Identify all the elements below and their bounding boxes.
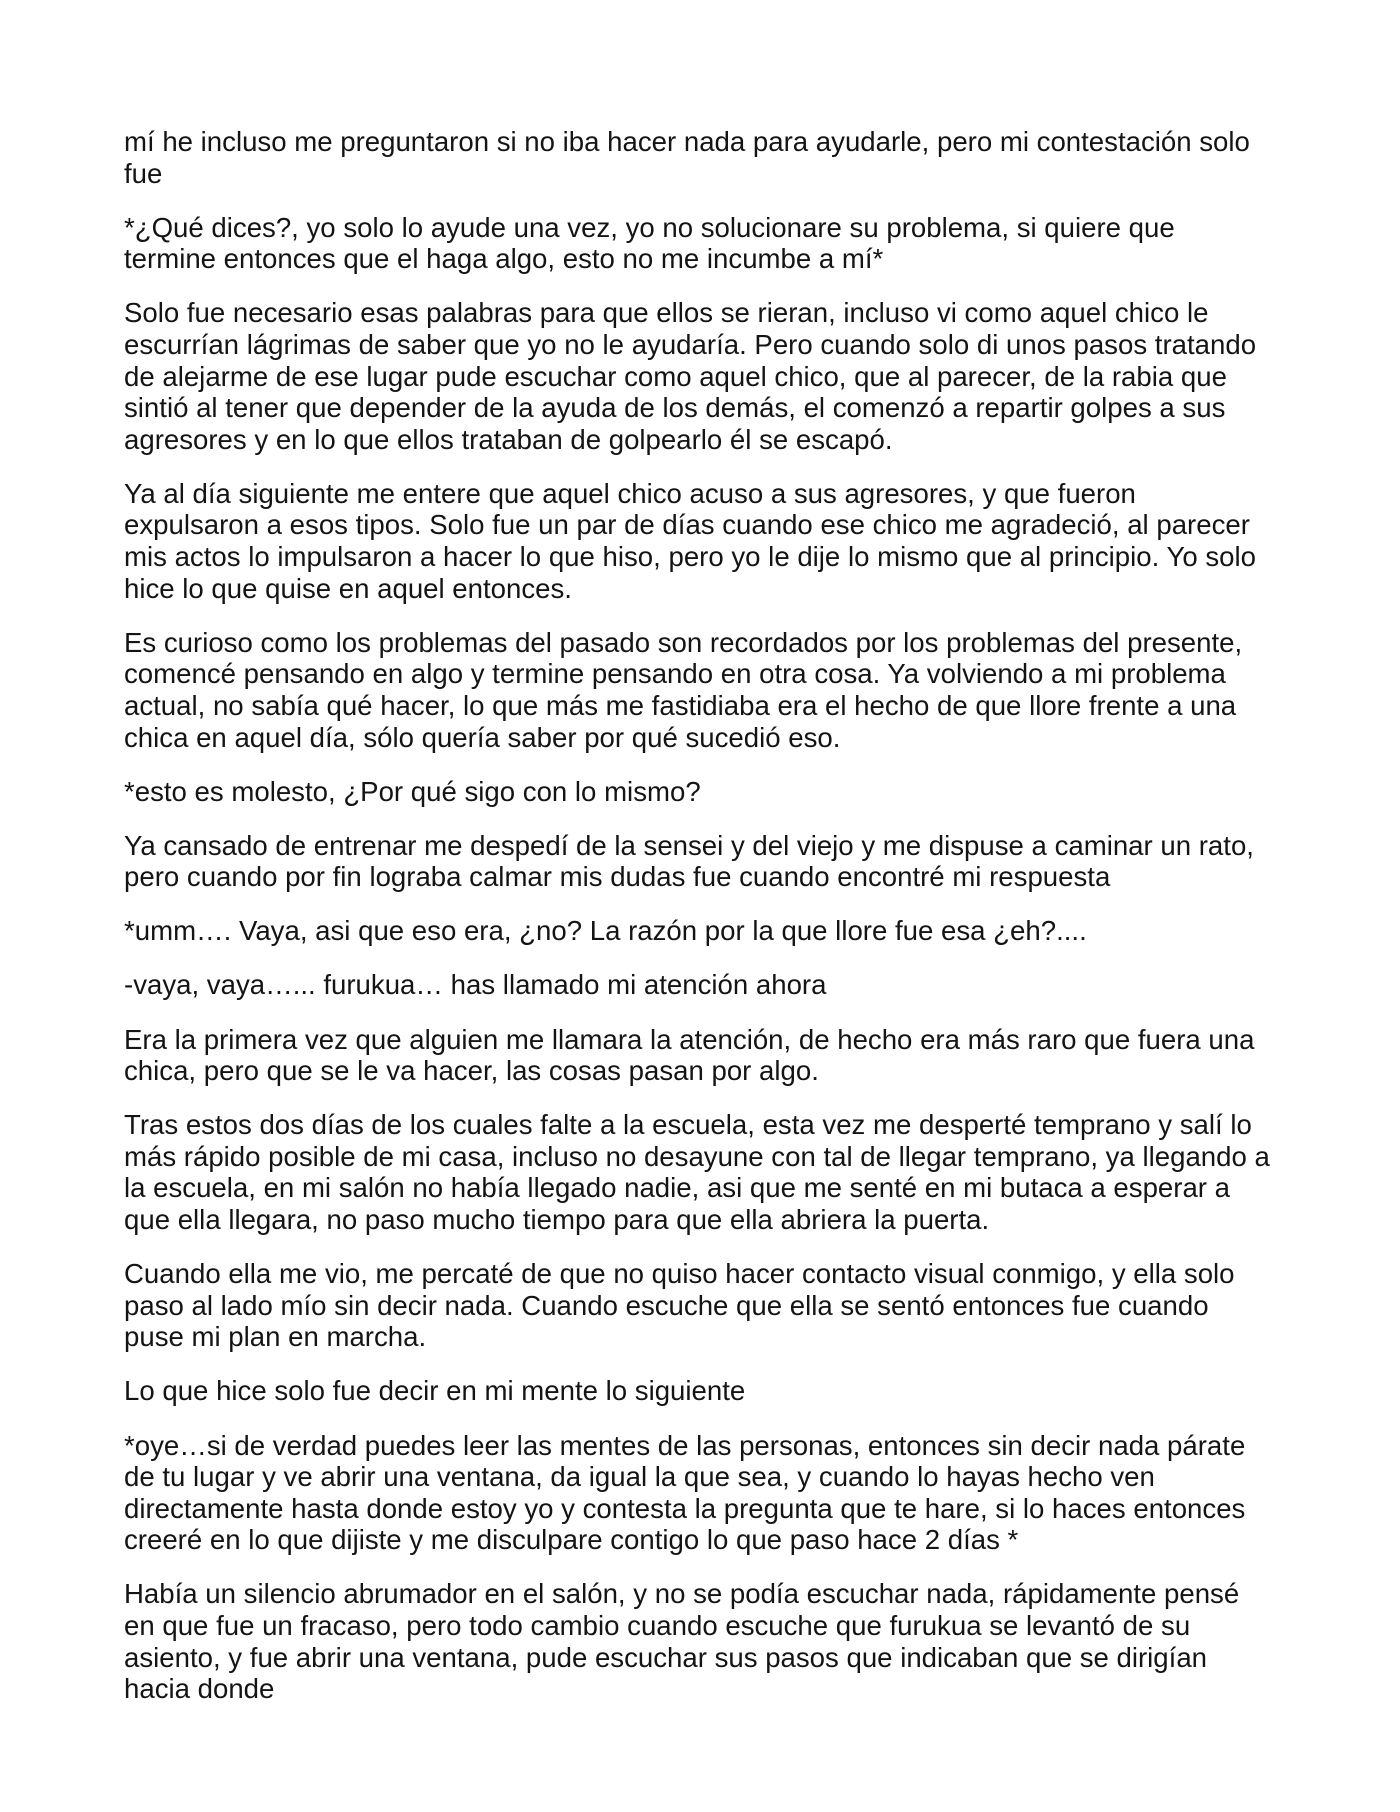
paragraph-14: *oye…si de verdad puedes leer las mentes de las personas, entonces sin decir nada párate de tu lugar y ve abrir una ventana, da igual la que sea, y cuando lo hayas hecho ven directamente hasta donde estoy yo y contesta la pregunta que te hare, si lo haces entonces creeré en lo que dijiste y me disculpare contigo lo que paso hace 2 días * bbox=[124, 1429, 1246, 1556]
paragraph-9: -vaya, vaya…... furukua… has llamado mi atención ahora bbox=[124, 969, 827, 1001]
paragraph-11: Tras estos dos días de los cuales falte a la escuela, esta vez me desperté temprano y salí lo más rápido posible de mi casa, incluso no desayune con tal de llegar temprano, ya llegando a la escuela, en mi salón no había llegado nadie, asi que me senté en mi butaca a esperar a que ella llegara, no paso mucho tiempo para que ella abriera la puerta. bbox=[124, 1109, 1270, 1236]
paragraph-5: Es curioso como los problemas del pasado son recordados por los problemas del presente, comencé pensando en algo y termine pensando en otra cosa. Ya volviendo a mi problema actual, no sabía qué hacer, lo que más me fastidiaba era el hecho de que llore frente a una chica en aquel día, sólo quería saber por qué sucedió eso. bbox=[124, 626, 1243, 753]
document-page bbox=[124, 126, 1274, 1727]
paragraph-3: Solo fue necesario esas palabras para que ellos se rieran, incluso vi como aquel chico le escurrían lágrimas de saber que yo no le ayudaría. Pero cuando solo di unos pasos tratando de alejarme de ese lugar pude escuchar como aquel chico, que al parecer, de la rabia que sintió al tener que depender de la ayuda de los demás, el comenzó a repartir golpes a sus agresores y en lo que ellos trataban de golpearlo él se escapó. bbox=[124, 297, 1257, 455]
paragraph-7: Ya cansado de entrenar me despedí de la sensei y del viejo y me dispuse a caminar un rato, pero cuando por fin lograba calmar mis dudas fue cuando encontré mi respuesta bbox=[124, 829, 1254, 893]
paragraph-1: mí he incluso me preguntaron si no iba hacer nada para ayudarle, pero mi contestación solo fue bbox=[124, 126, 1250, 189]
paragraph-2: *¿Qué dices?, yo solo lo ayude una vez, yo no solucionare su problema, si quiere que termine entonces que el haga algo, esto no me incumbe a mí* bbox=[124, 211, 1175, 275]
paragraph-4: Ya al día siguiente me entere que aquel chico acuso a sus agresores, y que fueron expulsaron a esos tipos. Solo fue un par de días cuando ese chico me agradeció, al parecer mis actos lo impulsaron a hacer lo que hiso, pero yo le dije lo mismo que al principio. Yo solo hice lo que quise en aquel entonces. bbox=[124, 477, 1256, 604]
paragraph-13: Lo que hice solo fue decir en mi mente lo siguiente bbox=[124, 1375, 746, 1407]
paragraph-15: Había un silencio abrumador en el salón, y no se podía escuchar nada, rápidamente pensé en que fue un fracaso, pero todo cambio cuando escuche que furukua se levantó de su asiento, y fue abrir una ventana, pude escuchar sus pasos que indicaban que se dirigían hacia donde bbox=[124, 1578, 1240, 1705]
paragraph-10: Era la primera vez que alguien me llamara la atención, de hecho era más raro que fuera una chica, pero que se le va hacer, las cosas pasan por algo. bbox=[124, 1023, 1255, 1087]
paragraph-8: *umm…. Vaya, asi que eso era, ¿no? La razón por la que llore fue esa ¿eh?.... bbox=[124, 915, 1087, 947]
paragraph-12: Cuando ella me vio, me percaté de que no quiso hacer contacto visual conmigo, y ella solo paso al lado mío sin decir nada. Cuando escuche que ella se sentó entonces fue cuando puse mi plan en marcha. bbox=[124, 1258, 1235, 1353]
paragraph-6: *esto es molesto, ¿Por qué sigo con lo mismo? bbox=[124, 775, 701, 807]
